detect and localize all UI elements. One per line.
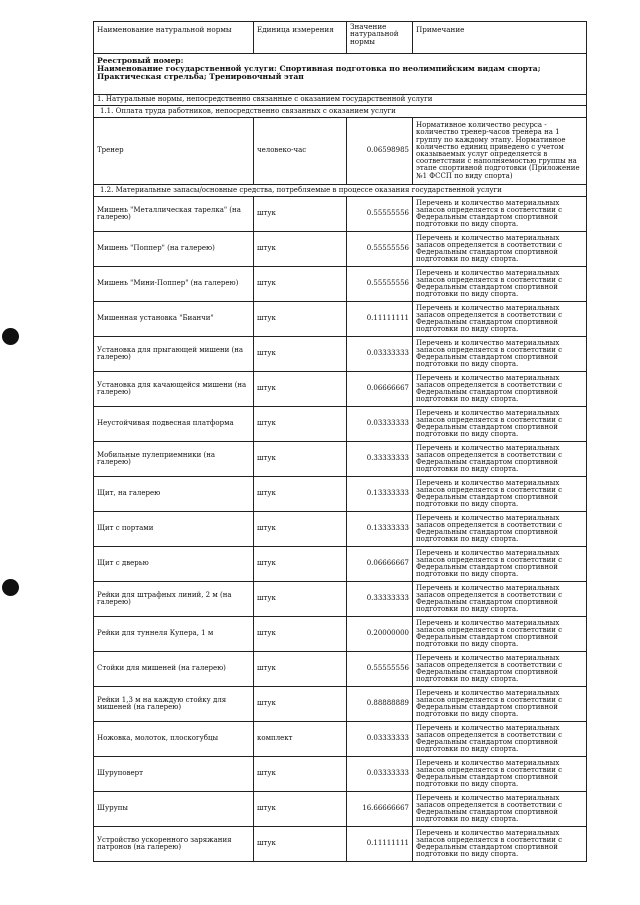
- service-name: Наименование государственной услуги: Спортивная подготовка по неолимпийским видам спорта; Практическая стрельба; Тренировочный этап: [97, 64, 541, 82]
- table-row: [94, 267, 587, 302]
- table-row: [94, 372, 587, 407]
- item-value: 0.11111111: [347, 302, 413, 337]
- item-unit: штук: [254, 617, 347, 652]
- table-row: [94, 652, 587, 687]
- table-row: [94, 302, 587, 337]
- item-name: Щит, на галерею: [94, 477, 254, 512]
- punch-hole-upper: [2, 328, 19, 345]
- registry-row: [94, 54, 587, 95]
- item-unit: штук: [254, 232, 347, 267]
- item-unit: штук: [254, 757, 347, 792]
- table-row: [94, 757, 587, 792]
- subsection-row: [94, 185, 587, 197]
- item-value: 0.06666667: [347, 547, 413, 582]
- item-name: Стойки для мишеней (на галерею): [94, 652, 254, 687]
- item-name: Ножовка, молоток, плоскогубцы: [94, 722, 254, 757]
- subsection-title-labor: 1.1. Оплата труда работников, непосредственно связанных с оказанием услуги: [94, 106, 587, 118]
- header-note: Примечание: [413, 22, 587, 54]
- item-note: Перечень и количество материальных запасов определяется в соответствии с Федеральным стандартом спортивной подготовки по виду спорта.: [413, 407, 587, 442]
- header-name: Наименование натуральной нормы: [94, 22, 254, 54]
- table-row: [94, 337, 587, 372]
- item-value: 0.55555556: [347, 197, 413, 232]
- item-note: Перечень и количество материальных запасов определяется в соответствии с Федеральным стандартом спортивной подготовки по виду спорта.: [413, 302, 587, 337]
- subsection-title-materials: 1.2. Материальные запасы/основные средства, потребляемые в процессе оказания государственной услуги: [94, 185, 587, 197]
- item-note: Перечень и количество материальных запасов определяется в соответствии с Федеральным стандартом спортивной подготовки по виду спорта.: [413, 757, 587, 792]
- item-name: Щит с дверью: [94, 547, 254, 582]
- item-value: 0.03333333: [347, 757, 413, 792]
- table-row: [94, 827, 587, 862]
- item-unit: штук: [254, 197, 347, 232]
- header-value: Значение натуральной нормы: [347, 22, 413, 54]
- item-name: Щит с портами: [94, 512, 254, 547]
- item-name: Установка для качающейся мишени (на галерею): [94, 372, 254, 407]
- table-row: [94, 232, 587, 267]
- subsection-row: [94, 106, 587, 118]
- item-name: Рейки для штрафных линий, 2 м (на галерею): [94, 582, 254, 617]
- item-name: Мишень "Поппер" (на галерею): [94, 232, 254, 267]
- table-row: [94, 197, 587, 232]
- item-name: Шуруповерт: [94, 757, 254, 792]
- punch-hole-lower: [2, 579, 19, 596]
- item-unit: штук: [254, 547, 347, 582]
- item-note: Перечень и количество материальных запасов определяется в соответствии с Федеральным стандартом спортивной подготовки по виду спорта.: [413, 722, 587, 757]
- header-row: [94, 22, 587, 54]
- item-name: Мишенная установка "Бианчи": [94, 302, 254, 337]
- item-name: Устройство ускоренного заряжания патронов (на галерею): [94, 827, 254, 862]
- table-row: [94, 477, 587, 512]
- trainer-row: [94, 118, 587, 185]
- item-note: Перечень и количество материальных запасов определяется в соответствии с Федеральным стандартом спортивной подготовки по виду спорта.: [413, 687, 587, 722]
- table-row: [94, 547, 587, 582]
- item-name: Мишень "Мини-Поппер" (на галерею): [94, 267, 254, 302]
- item-value: 0.03333333: [347, 722, 413, 757]
- item-value: 0.55555556: [347, 267, 413, 302]
- registry-number: Реестровый номер:: [97, 56, 184, 65]
- item-unit: штук: [254, 302, 347, 337]
- table-row: [94, 687, 587, 722]
- item-note: Перечень и количество материальных запасов определяется в соответствии с Федеральным стандартом спортивной подготовки по виду спорта.: [413, 547, 587, 582]
- table-row: [94, 617, 587, 652]
- item-unit: штук: [254, 372, 347, 407]
- table-row: [94, 582, 587, 617]
- item-value: 0.11111111: [347, 827, 413, 862]
- item-unit: штук: [254, 407, 347, 442]
- item-unit: штук: [254, 477, 347, 512]
- item-unit: штук: [254, 827, 347, 862]
- trainer-name: Тренер: [94, 118, 254, 185]
- table-row: [94, 722, 587, 757]
- item-value: 0.03333333: [347, 407, 413, 442]
- item-note: Перечень и количество материальных запасов определяется в соответствии с Федеральным стандартом спортивной подготовки по виду спорта.: [413, 617, 587, 652]
- item-name: Установка для прыгающей мишени (на галерею): [94, 337, 254, 372]
- item-value: 0.55555556: [347, 652, 413, 687]
- trainer-value: 0.06598985: [347, 118, 413, 185]
- item-value: 16.66666667: [347, 792, 413, 827]
- item-note: Перечень и количество материальных запасов определяется в соответствии с Федеральным стандартом спортивной подготовки по виду спорта.: [413, 267, 587, 302]
- item-note: Перечень и количество материальных запасов определяется в соответствии с Федеральным стандартом спортивной подготовки по виду спорта.: [413, 792, 587, 827]
- table-row: [94, 792, 587, 827]
- section-row: [94, 95, 587, 106]
- item-name: Мишень "Металлическая тарелка" (на галерею): [94, 197, 254, 232]
- item-value: 0.03333333: [347, 337, 413, 372]
- item-name: Мобильные пулеприемники (на галерею): [94, 442, 254, 477]
- item-note: Перечень и количество материальных запасов определяется в соответствии с Федеральным стандартом спортивной подготовки по виду спорта.: [413, 512, 587, 547]
- item-value: 0.20000000: [347, 617, 413, 652]
- item-value: 0.33333333: [347, 442, 413, 477]
- header-unit: Единица измерения: [254, 22, 347, 54]
- table-row: [94, 512, 587, 547]
- item-unit: штук: [254, 687, 347, 722]
- item-note: Перечень и количество материальных запасов определяется в соответствии с Федеральным стандартом спортивной подготовки по виду спорта.: [413, 372, 587, 407]
- item-name: Рейки для туннеля Купера, 1 м: [94, 617, 254, 652]
- table-row: [94, 442, 587, 477]
- item-value: 0.88888889: [347, 687, 413, 722]
- item-unit: штук: [254, 337, 347, 372]
- registry-cell: [94, 54, 587, 95]
- item-unit: комплект: [254, 722, 347, 757]
- item-value: 0.13333333: [347, 512, 413, 547]
- item-note: Перечень и количество материальных запасов определяется в соответствии с Федеральным стандартом спортивной подготовки по виду спорта.: [413, 477, 587, 512]
- trainer-note: Нормативное количество ресурса - количество тренер-часов тренера на 1 группу по каждому этапу. Нормативное количество единиц приведено с учетом оказываемых услуг определяется в соответствии с наполняемостью группы на этапе спортивной подготовки (Приложение №1 ФССП по виду спорта): [413, 118, 587, 185]
- item-note: Перечень и количество материальных запасов определяется в соответствии с Федеральным стандартом спортивной подготовки по виду спорта.: [413, 337, 587, 372]
- item-unit: штук: [254, 792, 347, 827]
- item-note: Перечень и количество материальных запасов определяется в соответствии с Федеральным стандартом спортивной подготовки по виду спорта.: [413, 197, 587, 232]
- item-unit: штук: [254, 512, 347, 547]
- trainer-unit: человеко-час: [254, 118, 347, 185]
- item-name: Рейки 1,3 м на каждую стойку для мишеней (на галерею): [94, 687, 254, 722]
- item-note: Перечень и количество материальных запасов определяется в соответствии с Федеральным стандартом спортивной подготовки по виду спорта.: [413, 827, 587, 862]
- item-note: Перечень и количество материальных запасов определяется в соответствии с Федеральным стандартом спортивной подготовки по виду спорта.: [413, 442, 587, 477]
- item-note: Перечень и количество материальных запасов определяется в соответствии с Федеральным стандартом спортивной подготовки по виду спорта.: [413, 652, 587, 687]
- item-unit: штук: [254, 442, 347, 477]
- item-value: 0.06666667: [347, 372, 413, 407]
- item-name: Шурупы: [94, 792, 254, 827]
- item-unit: штук: [254, 652, 347, 687]
- item-name: Неустойчивая подвесная платформа: [94, 407, 254, 442]
- item-note: Перечень и количество материальных запасов определяется в соответствии с Федеральным стандартом спортивной подготовки по виду спорта.: [413, 232, 587, 267]
- norms-table: [93, 21, 587, 862]
- item-note: Перечень и количество материальных запасов определяется в соответствии с Федеральным стандартом спортивной подготовки по виду спорта.: [413, 582, 587, 617]
- table-row: [94, 407, 587, 442]
- section-title: 1. Натуральные нормы, непосредственно связанные с оказанием государственной услуги: [94, 95, 587, 106]
- item-unit: штук: [254, 267, 347, 302]
- item-value: 0.33333333: [347, 582, 413, 617]
- item-value: 0.13333333: [347, 477, 413, 512]
- item-value: 0.55555556: [347, 232, 413, 267]
- item-unit: штук: [254, 582, 347, 617]
